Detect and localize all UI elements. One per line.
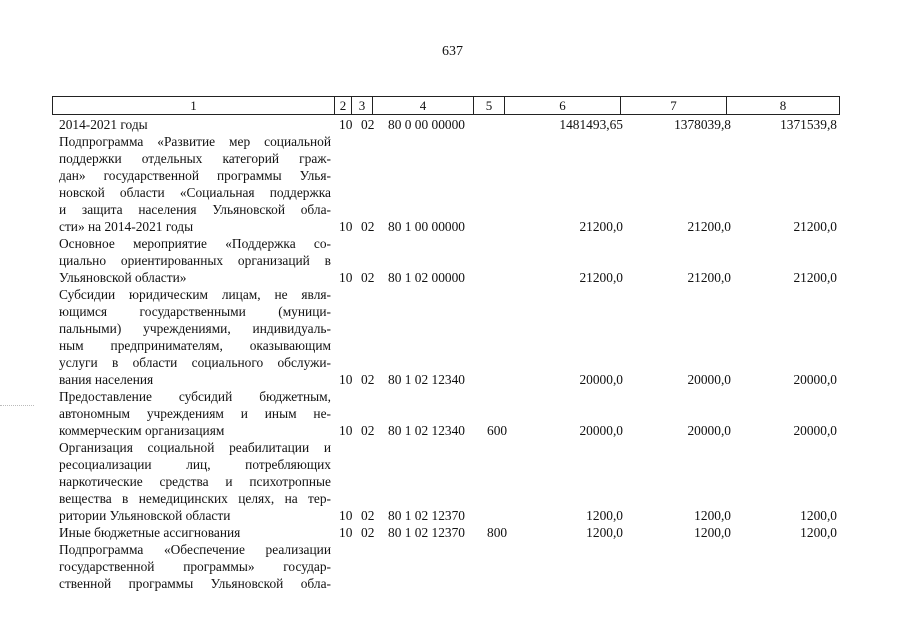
cell-section: 10 — [339, 525, 353, 540]
cell-section: 10 — [339, 372, 353, 387]
cell-value-col7: 21200,0 — [687, 219, 731, 234]
table-row — [0, 372, 905, 388]
desc-line: Ульяновской области» — [59, 270, 187, 285]
cell-value-col8: 20000,0 — [793, 423, 837, 438]
cell-value-col6: 1481493,65 — [559, 117, 623, 132]
desc-line: ственной программы Ульяновской обла- — [59, 576, 331, 591]
cell-target-code: 80 0 00 00000 — [388, 117, 465, 132]
header-col-7: 7 — [621, 97, 727, 114]
cell-value-col7: 21200,0 — [687, 270, 731, 285]
cell-subsection: 02 — [361, 270, 375, 285]
cell-value-col8: 20000,0 — [793, 372, 837, 387]
cell-subsection: 02 — [361, 423, 375, 438]
cell-target-code: 80 1 00 00000 — [388, 219, 465, 234]
table-header-row — [52, 96, 840, 115]
cell-value-col7: 1200,0 — [694, 525, 731, 540]
cell-value-col7: 20000,0 — [687, 372, 731, 387]
desc-line: ным предпринимателям, оказывающим — [59, 338, 331, 353]
cell-value-col6: 20000,0 — [579, 423, 623, 438]
cell-value-col7: 20000,0 — [687, 423, 731, 438]
cell-value-col6: 1200,0 — [586, 508, 623, 523]
desc-line: и защита населения Ульяновской обла- — [59, 202, 331, 217]
desc-line: 2014-2021 годы — [59, 117, 148, 132]
table-row — [0, 219, 905, 235]
scan-artifact — [0, 405, 34, 408]
desc-line: наркотические средства и психотропные — [59, 474, 331, 489]
cell-value-col7: 1378039,8 — [674, 117, 731, 132]
desc-line: ющимся государственными (муници- — [59, 304, 331, 319]
cell-section: 10 — [339, 508, 353, 523]
header-col-8: 8 — [779, 98, 787, 113]
cell-value-col8: 1200,0 — [800, 508, 837, 523]
cell-expense-type: 800 — [487, 525, 508, 540]
desc-line: коммерческим организациям — [59, 423, 225, 438]
page-number: 637 — [442, 44, 463, 59]
header-col-6: 6 — [505, 97, 621, 114]
desc-line: Подпрограмма «Обеспечение реализации — [59, 542, 331, 557]
cell-target-code: 80 1 02 00000 — [388, 270, 465, 285]
header-col-2: 2 — [335, 97, 352, 114]
cell-value-col7: 1200,0 — [694, 508, 731, 523]
cell-section: 10 — [339, 219, 353, 234]
header-col-4: 4 — [373, 97, 474, 114]
table-row — [0, 508, 905, 524]
cell-section: 10 — [339, 117, 353, 132]
cell-value-col6: 20000,0 — [579, 372, 623, 387]
cell-subsection: 02 — [361, 219, 375, 234]
desc-line: циально ориентированных организаций в — [59, 253, 331, 268]
table-row — [0, 423, 905, 439]
table-row — [0, 117, 905, 133]
cell-target-code: 80 1 02 12340 — [388, 423, 465, 438]
desc-line: дан» государственной программы Улья- — [59, 168, 331, 183]
cell-target-code: 80 1 02 12340 — [388, 372, 465, 387]
cell-expense-type: 600 — [487, 423, 508, 438]
desc-line: государственной программы» государ- — [59, 559, 331, 574]
cell-target-code: 80 1 02 12370 — [388, 525, 465, 540]
desc-line: поддержки отдельных категорий граж- — [59, 151, 331, 166]
desc-line: ритории Ульяновской области — [59, 508, 231, 523]
desc-line: вещества в немедицинских целях, на тер- — [59, 491, 331, 506]
cell-value-col6: 21200,0 — [579, 219, 623, 234]
desc-line: новской области «Социальная поддержка — [59, 185, 331, 200]
header-col-3: 3 — [352, 97, 373, 114]
desc-line: вания населения — [59, 372, 154, 387]
desc-line: услуги в области социального обслужи- — [59, 355, 331, 370]
desc-line: ресоциализации лиц, потребляющих — [59, 457, 331, 472]
table-row — [0, 270, 905, 286]
cell-target-code: 80 1 02 12370 — [388, 508, 465, 523]
table-row — [0, 525, 905, 541]
cell-section: 10 — [339, 270, 353, 285]
cell-subsection: 02 — [361, 372, 375, 387]
desc-line: Субсидии юридическим лицам, не явля- — [59, 287, 331, 302]
cell-value-col6: 21200,0 — [579, 270, 623, 285]
desc-line: Организация социальной реабилитации и — [59, 440, 331, 455]
cell-subsection: 02 — [361, 508, 375, 523]
header-col-1: 1 — [53, 97, 335, 114]
cell-subsection: 02 — [361, 525, 375, 540]
cell-value-col8: 21200,0 — [793, 219, 837, 234]
cell-value-col8: 21200,0 — [793, 270, 837, 285]
desc-line: сти» на 2014-2021 годы — [59, 219, 194, 234]
header-col-5: 5 — [474, 97, 505, 114]
cell-section: 10 — [339, 423, 353, 438]
desc-line: Основное мероприятие «Поддержка со- — [59, 236, 331, 251]
desc-line: Предоставление субсидий бюджетным, — [59, 389, 331, 404]
cell-subsection: 02 — [361, 117, 375, 132]
cell-value-col6: 1200,0 — [586, 525, 623, 540]
desc-line: Подпрограмма «Развитие мер социальной — [59, 134, 331, 149]
cell-value-col8: 1371539,8 — [780, 117, 837, 132]
cell-value-col8: 1200,0 — [800, 525, 837, 540]
desc-line: автономным учреждениям и иным не- — [59, 406, 331, 421]
desc-line: Иные бюджетные ассигнования — [59, 525, 241, 540]
desc-line: пальными) учреждениями, индивидуаль- — [59, 321, 331, 336]
